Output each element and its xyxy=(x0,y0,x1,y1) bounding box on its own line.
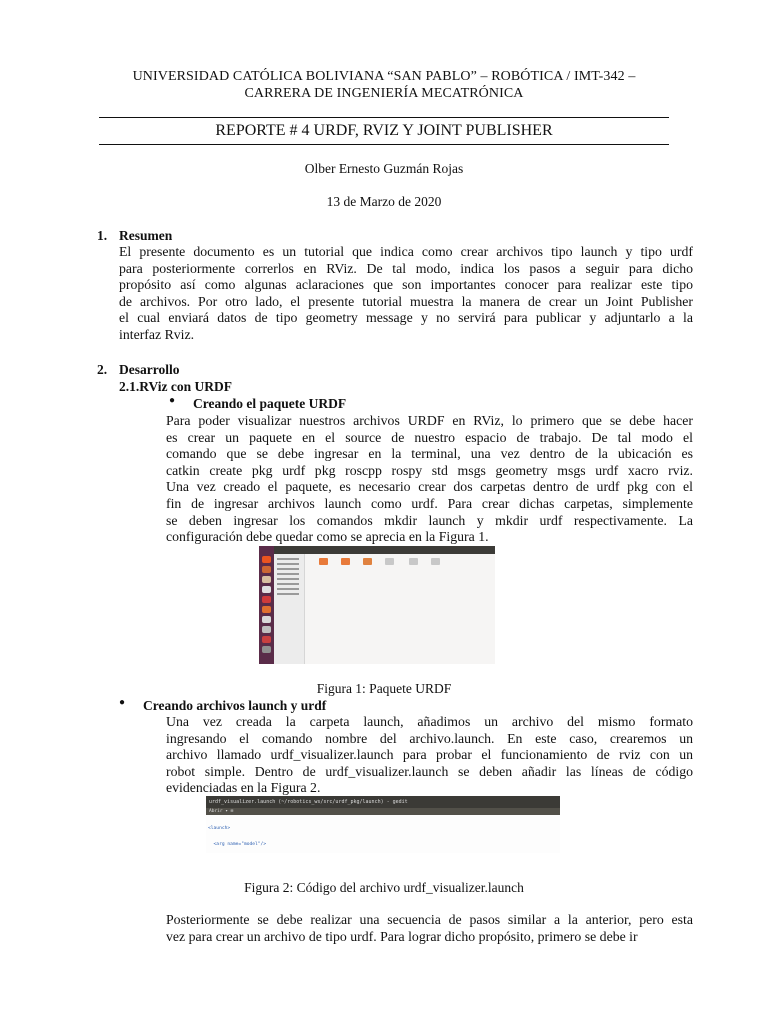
bullet-2-body xyxy=(166,714,693,797)
university-line-1: UNIVERSIDAD CATÓLICA BOLIVIANA “SAN PABLO” – ROBÓTICA / IMT-342 – xyxy=(132,69,636,84)
section-1-body xyxy=(119,244,693,344)
file-manager-sidebar xyxy=(274,554,305,664)
section-2-heading: Desarrollo xyxy=(119,362,180,377)
title-bottom-rule xyxy=(99,144,669,145)
document-title: REPORTE # 4 URDF, RVIZ Y JOINT PUBLISHER xyxy=(215,122,553,139)
code-line: <arg name="model"/> xyxy=(208,842,267,848)
paragraph-line: se deben ingresar los comandos mkdir launch y mkdir urdf respectivamente. La xyxy=(166,512,693,528)
bullet-1-body xyxy=(166,413,693,546)
paragraph-line: robot simple. Dentro de urdf_visualizer.launch se deben añadir las líneas de código xyxy=(166,763,693,779)
paragraph-line: Para poder visualizar nuestros archivos URDF en RViz, lo primero que se debe hacer xyxy=(166,413,693,428)
paragraph-line: el cual enviará datos de tipo geometry message y no servirá para publicar y adjuntarlo a la xyxy=(119,310,693,326)
folder-icon xyxy=(319,558,328,565)
paragraph-line: Una vez creado el paquete, es necesario crear dos carpetas dentro de urdf pkg con el xyxy=(166,479,693,495)
author-name: Olber Ernesto Guzmán Rojas xyxy=(304,161,464,176)
paragraph-line: ingresando el comando nombre del archivo.launch. En este caso, crearemos un xyxy=(166,730,693,746)
bullet-dot-icon: ● xyxy=(119,697,126,708)
bullet-1-heading: Creando el paquete URDF xyxy=(193,396,347,411)
section-1-heading: Resumen xyxy=(119,228,173,243)
university-header xyxy=(0,68,768,102)
paragraph-line: Una vez creada la carpeta launch, añadimos un archivo del mismo formato xyxy=(166,714,693,729)
closing-paragraph xyxy=(166,912,693,945)
paragraph-line: propósito así como algunas aclaraciones que son importantes conocer para realizar este tipo xyxy=(119,277,693,293)
paragraph-line: Posteriormente se debe realizar una secuencia de pasos similar a la anterior, pero esta xyxy=(166,912,693,927)
paragraph-line: vez para crear un archivo de tipo urdf. Para lograr dicho propósito, primero se debe ir xyxy=(166,928,638,944)
section-2-number: 2. xyxy=(97,362,108,377)
paragraph-line: configuración debe quedar como se aprecia en la Figura 1. xyxy=(166,529,489,545)
paragraph-line: El presente documento es un tutorial que indica como crear archivos tipo launch y tipo urdf xyxy=(119,244,693,259)
title-top-rule xyxy=(99,117,669,118)
paragraph-line: es crear un paquete en el source de nuestro espacio de trabajo. De tal modo el xyxy=(166,429,693,445)
paragraph-line: archivo llamado urdf_visualizer.launch para probar el funcionamiento de rviz con un xyxy=(166,747,693,763)
editor-titlebar: urdf_visualizer.launch (~/robotics_ws/src/urdf_pkg/launch) - gedit xyxy=(206,796,560,808)
figure-2-caption: Figura 2: Código del archivo urdf_visualizer.launch xyxy=(244,880,524,895)
paragraph-line: fin de ingresar archivos launch como urdf. Para crear dichas carpetas, simplemente xyxy=(166,495,693,511)
code-line: <launch> xyxy=(208,826,231,832)
launcher-dock xyxy=(259,546,274,664)
paragraph-line: de archivos. Por otro lado, el presente tutorial muestra la manera de crear un Joint Publisher xyxy=(119,293,693,309)
subsection-2-1-heading: 2.1.RViz con URDF xyxy=(119,379,233,394)
file-icon xyxy=(431,558,440,565)
paragraph-line: interfaz Rviz. xyxy=(119,326,195,342)
section-1-number: 1. xyxy=(97,228,108,243)
bullet-dot-icon: ● xyxy=(169,395,176,406)
window-titlebar xyxy=(274,546,495,554)
folder-icon xyxy=(363,558,372,565)
file-icon xyxy=(409,558,418,565)
file-icon xyxy=(385,558,394,565)
figure-1-caption: Figura 1: Paquete URDF xyxy=(316,681,452,696)
editor-toolbar: Abrir ▾ ⊞ xyxy=(206,808,560,815)
paragraph-line: catkin create pkg urdf pkg roscpp rospy std msgs geometry msgs urdf xacro rviz. xyxy=(166,462,693,478)
bullet-2-heading: Creando archivos launch y urdf xyxy=(143,698,327,713)
figure-1-image xyxy=(259,546,495,664)
paragraph-line: evidenciadas en la Figura 2. xyxy=(166,780,321,796)
figure-2-image xyxy=(206,796,560,853)
paragraph-line: para posteriormente correrlos en RViz. De tal modo, indica los pasos a seguir para dicho xyxy=(119,260,693,276)
code-block xyxy=(208,816,479,853)
folder-icon xyxy=(341,558,350,565)
paragraph-line: comando que se debe ingresar en la terminal, una vez dentro de la ubicación es xyxy=(166,446,693,462)
document-date: 13 de Marzo de 2020 xyxy=(326,194,442,209)
university-line-2: CARRERA DE INGENIERÍA MECATRÓNICA xyxy=(244,86,524,101)
